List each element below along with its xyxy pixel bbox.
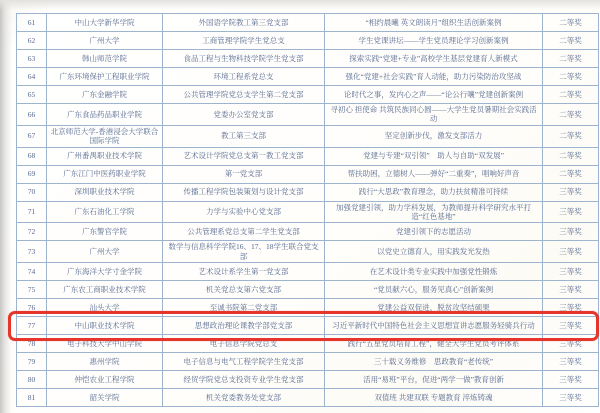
case-name-cell: 在艺术设计类专业实践中加强党性锻炼 bbox=[325, 263, 543, 281]
branch-cell: 工商管理学院学生党总支 bbox=[163, 32, 325, 50]
case-name-cell: 强化“党建+社会实践”育人动能，助力污染防治攻坚战 bbox=[325, 68, 543, 86]
award-cell: 二等奖 bbox=[543, 125, 599, 147]
table-row bbox=[17, 165, 599, 183]
table-row bbox=[17, 32, 599, 50]
row-number-cell: 69 bbox=[17, 165, 47, 183]
award-cell: 二等奖 bbox=[543, 68, 599, 86]
branch-cell: 电子信息学院党总支 bbox=[163, 335, 325, 353]
row-number-cell: 81 bbox=[17, 389, 47, 407]
case-name-cell: 习近平新时代中国特色社会主义思想宣讲志愿服务轻骑兵行动 bbox=[325, 317, 543, 335]
row-number-cell: 79 bbox=[17, 353, 47, 371]
branch-cell: 食品工程与生物科技学院学生党支部 bbox=[163, 50, 325, 68]
case-name-cell: 探索实践“党建+专业”高校学生基层党建育人新模式 bbox=[325, 50, 543, 68]
institution-cell: 广东环境保护工程职业学院 bbox=[47, 68, 163, 86]
row-number-cell: 62 bbox=[17, 32, 47, 50]
case-name-cell: 三十载义务维修 思政教育“老传统” bbox=[325, 353, 543, 371]
award-cell: 三等奖 bbox=[543, 183, 599, 201]
row-number-cell: 61 bbox=[17, 14, 47, 32]
case-name-cell: 践行“大思政”教育理念，助力扶贫精准可持续 bbox=[325, 183, 543, 201]
institution-cell: 广东警官学院 bbox=[47, 223, 163, 241]
case-name-cell: 活用“易班”平台，促进“两学一做”教育创新 bbox=[325, 371, 543, 389]
institution-cell: 仲恺农业工程学院 bbox=[47, 371, 163, 389]
award-cell: 二等奖 bbox=[543, 165, 599, 183]
row-number-cell: 70 bbox=[17, 183, 47, 201]
institution-cell: 深圳职业技术学院 bbox=[47, 183, 163, 201]
branch-cell: 党委办公室党支部 bbox=[163, 104, 325, 126]
row-number-cell: 73 bbox=[17, 241, 47, 263]
award-cell: 三等奖 bbox=[543, 389, 599, 407]
row-number-cell: 80 bbox=[17, 371, 47, 389]
table-row bbox=[17, 241, 599, 263]
row-number-cell: 71 bbox=[17, 201, 47, 223]
table-row bbox=[17, 389, 599, 407]
branch-cell: 传播工程学院包装策划与设计党支部 bbox=[163, 183, 325, 201]
table-body bbox=[17, 14, 599, 407]
row-number-cell: 76 bbox=[17, 299, 47, 317]
institution-cell: 广东海洋大学寸金学院 bbox=[47, 263, 163, 281]
branch-cell: 机关党总支第六党支部 bbox=[163, 281, 325, 299]
row-number-cell: 67 bbox=[17, 125, 47, 147]
award-cell: 二等奖 bbox=[543, 86, 599, 104]
branch-cell: 机关党委教务处党支部 bbox=[163, 389, 325, 407]
table-row bbox=[17, 147, 599, 165]
page-edge-shadow-top bbox=[0, 0, 600, 10]
row-number-cell: 66 bbox=[17, 104, 47, 126]
institution-cell: 广东农工商职业技术学院 bbox=[47, 281, 163, 299]
branch-cell: 环境工程系党总支 bbox=[163, 68, 325, 86]
table-row bbox=[17, 125, 599, 147]
branch-cell: 经贸学院党总支投资专业学生党支部 bbox=[163, 371, 325, 389]
table-row bbox=[17, 335, 599, 353]
award-cell: 三等奖 bbox=[543, 299, 599, 317]
case-name-cell: 帮扶助困，立德树人——弹好“二重奏”，唱响好声音 bbox=[325, 165, 543, 183]
table-row bbox=[17, 104, 599, 126]
table-row bbox=[17, 14, 599, 32]
page-edge-shadow-left bbox=[0, 0, 12, 413]
row-number-cell: 72 bbox=[17, 223, 47, 241]
institution-cell: 广东石油化工学院 bbox=[47, 201, 163, 223]
row-number-cell: 78 bbox=[17, 335, 47, 353]
award-cell: 三等奖 bbox=[543, 201, 599, 223]
table-row bbox=[17, 50, 599, 68]
award-cell: 三等奖 bbox=[543, 241, 599, 263]
award-cell: 三等奖 bbox=[543, 317, 599, 335]
branch-cell: 数学与信息科学学院16、17、18学生联合党支部 bbox=[163, 241, 325, 263]
branch-cell: 电子信息与电气工程学院学生党支部 bbox=[163, 353, 325, 371]
institution-cell: 广东金融学院 bbox=[47, 86, 163, 104]
table-row bbox=[17, 86, 599, 104]
institution-cell: 广州大学 bbox=[47, 32, 163, 50]
case-name-cell: 党建公益双促进，脱贫攻坚结硕果 bbox=[325, 299, 543, 317]
institution-cell: 汕头大学 bbox=[47, 299, 163, 317]
award-cell: 三等奖 bbox=[543, 263, 599, 281]
table-row bbox=[17, 263, 599, 281]
award-cell: 三等奖 bbox=[543, 335, 599, 353]
award-table bbox=[16, 13, 599, 407]
award-cell: 二等奖 bbox=[543, 32, 599, 50]
table-row-highlighted bbox=[17, 317, 599, 335]
table-row bbox=[17, 353, 599, 371]
institution-cell: 广州大学 bbox=[47, 241, 163, 263]
case-name-cell: 加强党建引领，助力学科发展，为教师提升科学研究水平打造“红色基地” bbox=[325, 201, 543, 223]
branch-cell: 教工第三支部 bbox=[163, 125, 325, 147]
branch-cell: 思想政治理论课教学部党支部 bbox=[163, 317, 325, 335]
award-cell: 三等奖 bbox=[543, 353, 599, 371]
institution-cell: 北京师范大学-香港浸会大学联合国际学院 bbox=[47, 125, 163, 147]
institution-cell: 韶关学院 bbox=[47, 389, 163, 407]
row-number-cell: 74 bbox=[17, 263, 47, 281]
case-name-cell: 论时代之事，发内心之声——“论公行嚷”党建创新案例 bbox=[325, 86, 543, 104]
institution-cell: 广东食品药品职业学院 bbox=[47, 104, 163, 126]
branch-cell: 艺术设计系学生第一党支部 bbox=[163, 263, 325, 281]
table-row bbox=[17, 201, 599, 223]
case-name-cell: 双值班 共建双联 专题教育 淬炼铸魂 bbox=[325, 389, 543, 407]
row-number-cell: 65 bbox=[17, 86, 47, 104]
row-number-cell: 64 bbox=[17, 68, 47, 86]
award-cell: 三等奖 bbox=[543, 281, 599, 299]
row-number-cell: 63 bbox=[17, 50, 47, 68]
case-name-cell: 寻初心 担使命 共筑民族同心圆——大学生党员暑期社会实践活动 bbox=[325, 104, 543, 126]
award-cell: 三等奖 bbox=[543, 371, 599, 389]
table-row bbox=[17, 68, 599, 86]
award-cell: 二等奖 bbox=[543, 14, 599, 32]
branch-cell: 艺术设计学院党总支第一教工党支部 bbox=[163, 147, 325, 165]
award-cell: 二等奖 bbox=[543, 147, 599, 165]
case-name-cell: 以党史立德育人，用实践发光发热 bbox=[325, 241, 543, 263]
institution-cell: 广东江门中医药职业学院 bbox=[47, 165, 163, 183]
table-row bbox=[17, 183, 599, 201]
institution-cell: 中山大学新华学院 bbox=[47, 14, 163, 32]
institution-cell: 惠州学院 bbox=[47, 353, 163, 371]
award-cell: 三等奖 bbox=[543, 223, 599, 241]
table-row bbox=[17, 371, 599, 389]
award-cell: 二等奖 bbox=[543, 104, 599, 126]
case-name-cell: 坚定创新步伐，激发支部活力 bbox=[325, 125, 543, 147]
table-row bbox=[17, 281, 599, 299]
case-name-cell: 党建与专建“双引领” 助人与自助“双发展” bbox=[325, 147, 543, 165]
branch-cell: 公共管理学院党总支学生第二党支部 bbox=[163, 86, 325, 104]
case-name-cell: “党员献六心，服务见真心”创新案例 bbox=[325, 281, 543, 299]
award-cell: 二等奖 bbox=[543, 50, 599, 68]
row-number-cell: 75 bbox=[17, 281, 47, 299]
branch-cell: 外国语学院教工第三党支部 bbox=[163, 14, 325, 32]
branch-cell: 至诚书院第二党支部 bbox=[163, 299, 325, 317]
institution-cell: 广州番禺职业技术学院 bbox=[47, 147, 163, 165]
table-row bbox=[17, 223, 599, 241]
case-name-cell: “相约晨曦 英文朗读月”组织生活创新案例 bbox=[325, 14, 543, 32]
institution-cell: 韩山师范学院 bbox=[47, 50, 163, 68]
case-name-cell: 党建引领下的志愿活动 bbox=[325, 223, 543, 241]
institution-cell: 电子科技大学中山学院 bbox=[47, 335, 163, 353]
institution-cell: 中山职业技术学院 bbox=[47, 317, 163, 335]
case-name-cell: 学生党课讲坛——学生党员理论学习创新案例 bbox=[325, 32, 543, 50]
branch-cell: 第一党支部 bbox=[163, 165, 325, 183]
case-name-cell: 践行“五星党员培育工程”，健全大学生党员考评体系 bbox=[325, 335, 543, 353]
row-number-cell: 68 bbox=[17, 147, 47, 165]
branch-cell: 力学与实验中心党支部 bbox=[163, 201, 325, 223]
table-row bbox=[17, 299, 599, 317]
branch-cell: 公共管理系党总支第二学生党支部 bbox=[163, 223, 325, 241]
row-number-cell: 77 bbox=[17, 317, 47, 335]
